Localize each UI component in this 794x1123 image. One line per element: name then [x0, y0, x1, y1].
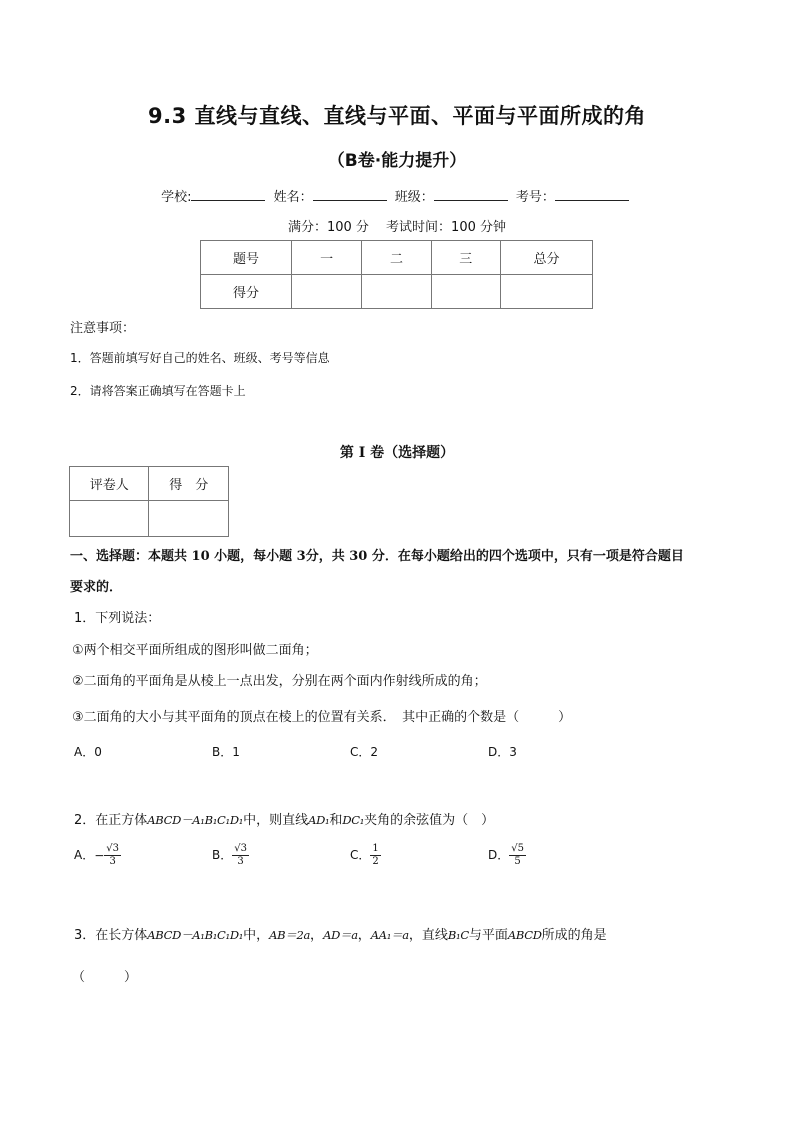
- q2-suffix: 夹角的余弦值为（ ）: [364, 813, 495, 828]
- q1-option-a[interactable]: A．0: [74, 745, 102, 759]
- q2-option-d[interactable]: [488, 843, 526, 868]
- q1-option-d[interactable]: D．3: [488, 745, 517, 759]
- q3-box: ABCD－A₁B₁C₁D₁: [147, 928, 244, 942]
- score-header-cell: 一: [292, 241, 362, 275]
- score-cell[interactable]: [292, 275, 362, 309]
- q3-stem: [74, 924, 607, 943]
- score-header-cell: 总分: [500, 241, 592, 275]
- q2-prefix: 2．在正方体: [74, 813, 148, 828]
- notes-heading: 注意事项：: [70, 321, 136, 336]
- q2-option-label: B．: [212, 848, 233, 862]
- denominator: 3: [109, 856, 116, 867]
- score-time-line: 满分：100 分 考试时间：100 分钟: [287, 220, 507, 235]
- class-label: 班级：: [394, 190, 434, 205]
- score-row-label: 得分: [201, 275, 292, 309]
- exam-no-label: 考号：: [515, 190, 555, 205]
- q2-option-label: A．: [74, 848, 95, 862]
- fraction: [104, 843, 121, 868]
- q1-option-b[interactable]: B．1: [212, 745, 240, 759]
- denominator: 3: [237, 856, 244, 867]
- q3-prefix: 3．在长方体: [74, 928, 148, 943]
- student-info-line: [0, 186, 794, 205]
- q2-option-c[interactable]: [350, 843, 381, 868]
- q2-line2: DC₁: [342, 813, 365, 827]
- q1-option-c[interactable]: C．2: [350, 745, 379, 759]
- page-title: 9.3 直线与直线、直线与平面、平面与平面所成的角: [147, 104, 646, 128]
- fraction: [232, 843, 249, 868]
- q2-cube: ABCD－A₁B₁C₁D₁: [147, 813, 244, 827]
- name-label: 姓名：: [273, 190, 313, 205]
- note-item: 2．请将答案正确填写在答题卡上: [70, 384, 246, 398]
- score-header-cell: 二: [362, 241, 431, 275]
- page-subtitle: （B卷·能力提升）: [327, 151, 467, 171]
- grader-cell[interactable]: [70, 501, 149, 537]
- q3-cond-3: AA₁＝a: [370, 928, 409, 942]
- q3-text2: 与平面: [468, 928, 508, 943]
- q3-separator: ，: [310, 928, 324, 943]
- q3-text: ，直线: [408, 928, 448, 943]
- fraction: [370, 843, 380, 868]
- q1-stem: 1．下列说法：: [74, 611, 161, 626]
- grader-table: [69, 466, 229, 537]
- q2-mid: 中，则直线: [243, 813, 309, 828]
- grader-header: 评卷人: [70, 467, 149, 501]
- q3-separator: ，: [357, 928, 371, 943]
- q2-option-a[interactable]: [74, 843, 121, 868]
- part1-instruction: 一、选择题：本题共 10 小题，每小题 3分，共 30 分．在每小题给出的四个选项中，只有一项是符合题目: [70, 549, 684, 564]
- score-cell[interactable]: [500, 275, 592, 309]
- numerator: √3: [106, 843, 120, 854]
- q2-and: 和: [329, 813, 343, 828]
- q3-plane: ABCD: [507, 928, 542, 942]
- note-item: 1．答题前填写好自己的姓名、班级、考号等信息: [70, 351, 330, 365]
- q2-option-label: D．: [488, 848, 510, 862]
- denominator: 2: [372, 856, 379, 867]
- class-field[interactable]: [434, 188, 508, 201]
- q3-cond-1: AB＝2a: [269, 928, 311, 942]
- q1-statement: ①两个相交平面所组成的图形叫做二面角；: [72, 643, 318, 658]
- score-table: [200, 240, 593, 309]
- numerator: 1: [372, 843, 379, 854]
- score-header-cell: 三: [431, 241, 500, 275]
- section-title: 第 I 卷（选择题）: [339, 445, 455, 461]
- q3-mid: 中，: [243, 928, 270, 943]
- q2-option-label: C．: [350, 848, 371, 862]
- q3-suffix: 所成的角是: [541, 928, 607, 943]
- fraction: [509, 843, 526, 868]
- q1-statement: ②二面角的平面角是从棱上一点出发，分别在两个面内作射线所成的角；: [72, 674, 487, 689]
- score-cell[interactable]: [431, 275, 500, 309]
- q1-statement: ③二面角的大小与其平面角的顶点在棱上的位置有关系． 其中正确的个数是（ ）: [72, 710, 572, 725]
- q2-option-b[interactable]: [212, 843, 249, 868]
- q3-answer-paren: （ ）: [72, 970, 138, 985]
- q2-stem: [74, 809, 494, 828]
- grader-score-cell[interactable]: [149, 501, 229, 537]
- numerator: √5: [511, 843, 524, 854]
- school-field[interactable]: [191, 188, 265, 201]
- exam-no-field[interactable]: [555, 188, 629, 201]
- numerator: √3: [234, 843, 247, 854]
- minus-sign: −: [94, 848, 105, 863]
- q2-line1: AD₁: [308, 813, 330, 827]
- q3-line: B₁C: [447, 928, 469, 942]
- score-cell[interactable]: [362, 275, 431, 309]
- part1-instruction-cont: 要求的．: [70, 580, 123, 595]
- school-label: 学校:: [161, 190, 192, 205]
- score-header: 得 分: [149, 467, 229, 501]
- q3-cond-2: AD＝a: [323, 928, 358, 942]
- name-field[interactable]: [313, 188, 387, 201]
- denominator: 5: [514, 856, 521, 867]
- score-header-cell: 题号: [201, 241, 292, 275]
